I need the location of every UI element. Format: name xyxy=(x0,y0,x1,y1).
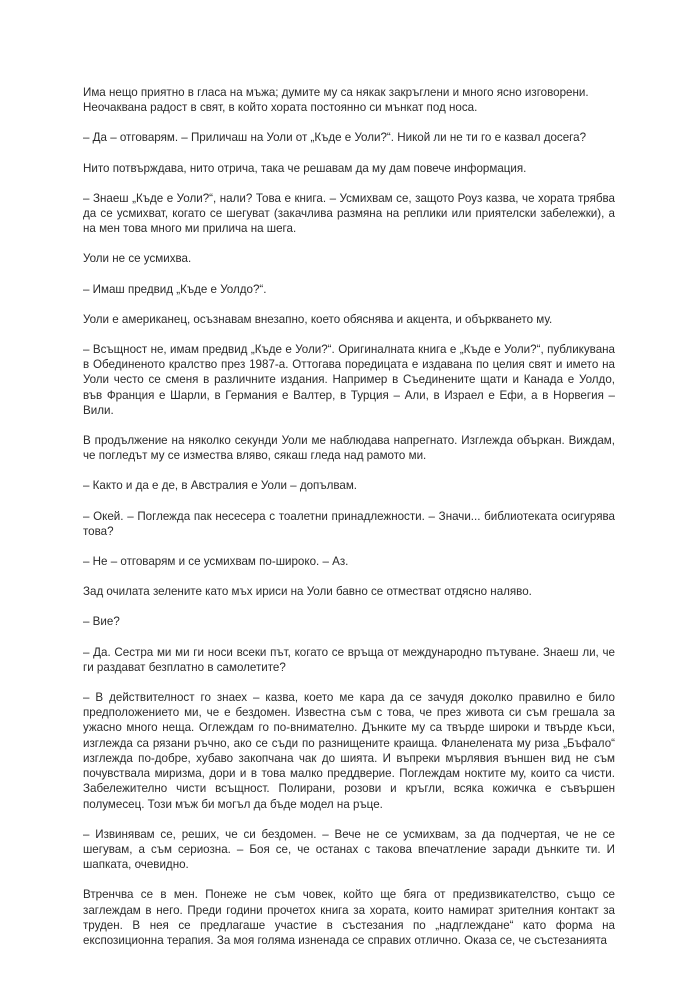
paragraph: Нито потвърждава, нито отрича, така че решавам да му дам повече информация. xyxy=(83,161,527,175)
paragraph: Има нещо приятно в гласа на мъжа; думите му са някак закръглени и много ясно изговорени. Неочаквана радост в свят, в който хората постоянно си мънкат под носа. xyxy=(83,86,589,115)
paragraph: – В действителност го знаех – казва, което ме кара да се зачудя доколко правилно е било предположението ми, че е бездомен. Известна съм с това, че през живота си съм грешала за ужасно много неща. Оглеждам го по-внимателно. Дънките му са твърде широки и твърде къси, изглежда са рязани ръчно, ако се съди по разнищените краища. Фланелената му риза „Бъфало“ изглежда по-добре, хубаво закопчана чак до шията. И въпреки мърлявия външен вид не съм почувствала миризма, дори и в това малко преддверие. Поглеждам ноктите му, които са чисти. Забележително чисти всъщност. Полирани, розови и кръгли, всяка кожичка е съвършен полумесец. Този мъж би могъл да бъде модел на ръце. xyxy=(83,691,615,811)
paragraph: – Не – отговарям и се усмихвам по-широко. – Аз. xyxy=(83,555,349,569)
document-body xyxy=(83,85,615,963)
paragraph: – Знаеш „Къде е Уоли?“, нали? Това е книга. – Усмихвам се, защото Роуз казва, че хората трябва да се усмихват, когато се шегуват (закачлива размяна на реплики или приятелски забележки), а на мен това много ми прилича на шега. xyxy=(83,191,615,236)
paragraph: – Извинявам се, реших, че си бездомен. – Вече не се усмихвам, за да подчертая, че не се шегувам, а съм сериозна. – Боя се, че останах с такова впечатление заради дънките ти. И шапката, очевидно. xyxy=(83,827,615,872)
paragraph: – Да. Сестра ми ми ги носи всеки път, когато се връща от международно пътуване. Знаеш ли, че ги раздават безплатно в самолетите? xyxy=(83,645,615,674)
paragraph: Зад очилата зелените като мъх ириси на Уоли бавно се отместват отдясно наляво. xyxy=(83,585,532,599)
paragraph: – Окей. – Поглежда пак несесера с тоалетни принадлежности. – Значи... библиотеката осигурява това? xyxy=(83,509,615,538)
paragraph: – Да – отговарям. – Приличаш на Уоли от „Къде е Уоли?“. Никой ли не ти го е казвал досега? xyxy=(83,131,587,145)
paragraph: – Вие? xyxy=(83,615,120,629)
paragraph: Уоли е американец, осъзнавам внезапно, което обяснява и акцента, и объркването му. xyxy=(83,312,553,326)
paragraph: Уоли не се усмихва. xyxy=(83,252,192,266)
paragraph: – Имаш предвид „Къде е Уолдо?“. xyxy=(83,282,267,296)
paragraph: – Всъщност не, имам предвид „Къде е Уоли?“. Оригиналната книга е „Къде е Уоли?“, публикувана в Обединеното кралство през 1987-а. Оттогава поредицата е издавана по целия свят и името на Уоли често се сменя в различните издания. Например в Съединените щати и Канада е Уолдо, във Франция е Шарли, в Германия е Валтер, в Турция – Али, в Израел е Ефи, а в Норвегия – Вили. xyxy=(83,343,615,417)
paragraph: – Както и да е де, в Австралия е Уоли – допълвам. xyxy=(83,479,358,493)
paragraph: Втренчва се в мен. Понеже не съм човек, който ще бяга от предизвикателство, също се заглеждам в него. Преди години прочетох книга за хората, които намират зрителния контакт за труден. В нея се предлагаше участие в състезания по „надглеждане“ като форма на експозиционна терапия. За моя голяма изненада се справих отлично. Оказа се, че състезанията xyxy=(83,888,615,947)
paragraph: В продължение на няколко секунди Уоли ме наблюдава напрегнато. Изглежда объркан. Виждам, че погледът му се измества вляво, сякаш гледа над рамото ми. xyxy=(83,434,615,463)
